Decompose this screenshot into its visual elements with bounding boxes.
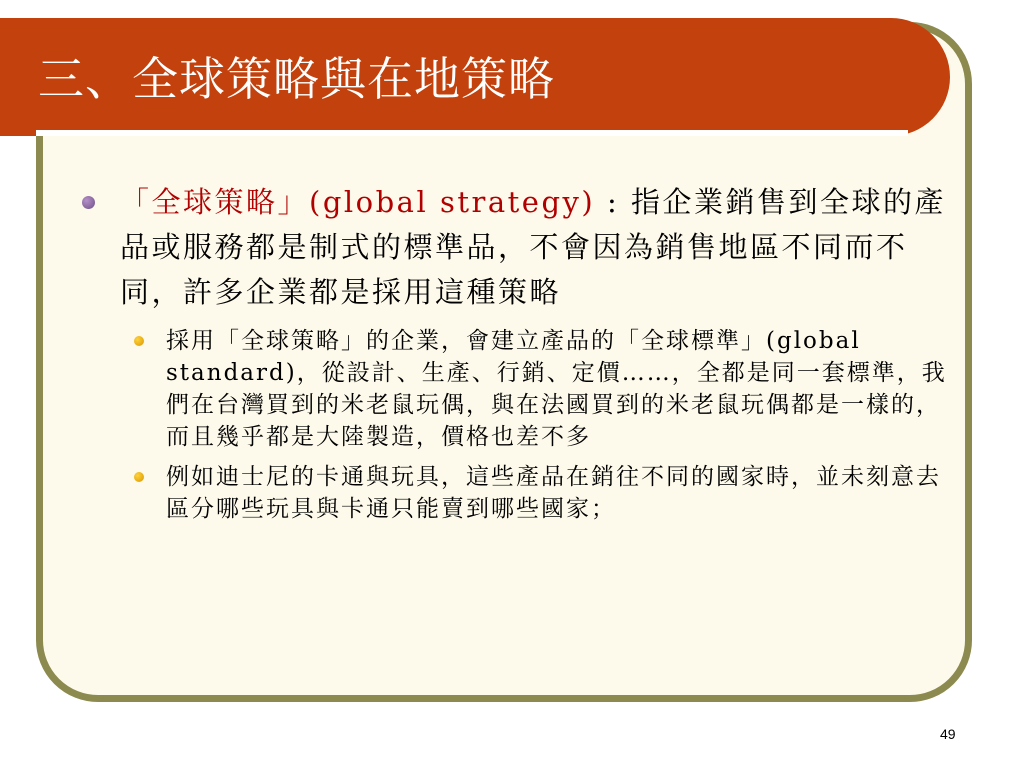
sub-bullet-dot-icon bbox=[134, 336, 144, 346]
bullet-text: : 指企業銷售到全球的產品或服務都是制式的標準品，不會因為銷售地區不同而不同，許多企業都是採用這種策略 bbox=[120, 185, 946, 309]
slide-title: 三、全球策略與在地策略 bbox=[38, 52, 555, 106]
sub-bullet-dot-icon bbox=[134, 472, 144, 482]
sub-bullet bbox=[82, 325, 952, 453]
sub-bullet-text: 例如迪士尼的卡通與玩具，這些產品在銷往不同的國家時，並未刻意去區分哪些玩具與卡通只能賣到哪些國家； bbox=[166, 464, 941, 522]
slide-content bbox=[82, 180, 952, 525]
sub-bullet bbox=[82, 461, 952, 525]
sub-bullet-text: 採用「全球策略」的企業，會建立產品的「全球標準」(global standard)，從設計、生產、行銷、定價……，全都是同一套標準，我們在台灣買到的米老鼠玩偶，與在法國買到的米老鼠玩偶都是一樣的，而且幾乎都是大陸製造，價格也差不多 bbox=[166, 328, 947, 450]
bullet-term: 「全球策略」(global strategy) bbox=[120, 185, 596, 219]
page-number: 49 bbox=[940, 726, 956, 742]
bullet-dot-icon bbox=[82, 196, 95, 209]
main-bullet bbox=[82, 180, 952, 315]
